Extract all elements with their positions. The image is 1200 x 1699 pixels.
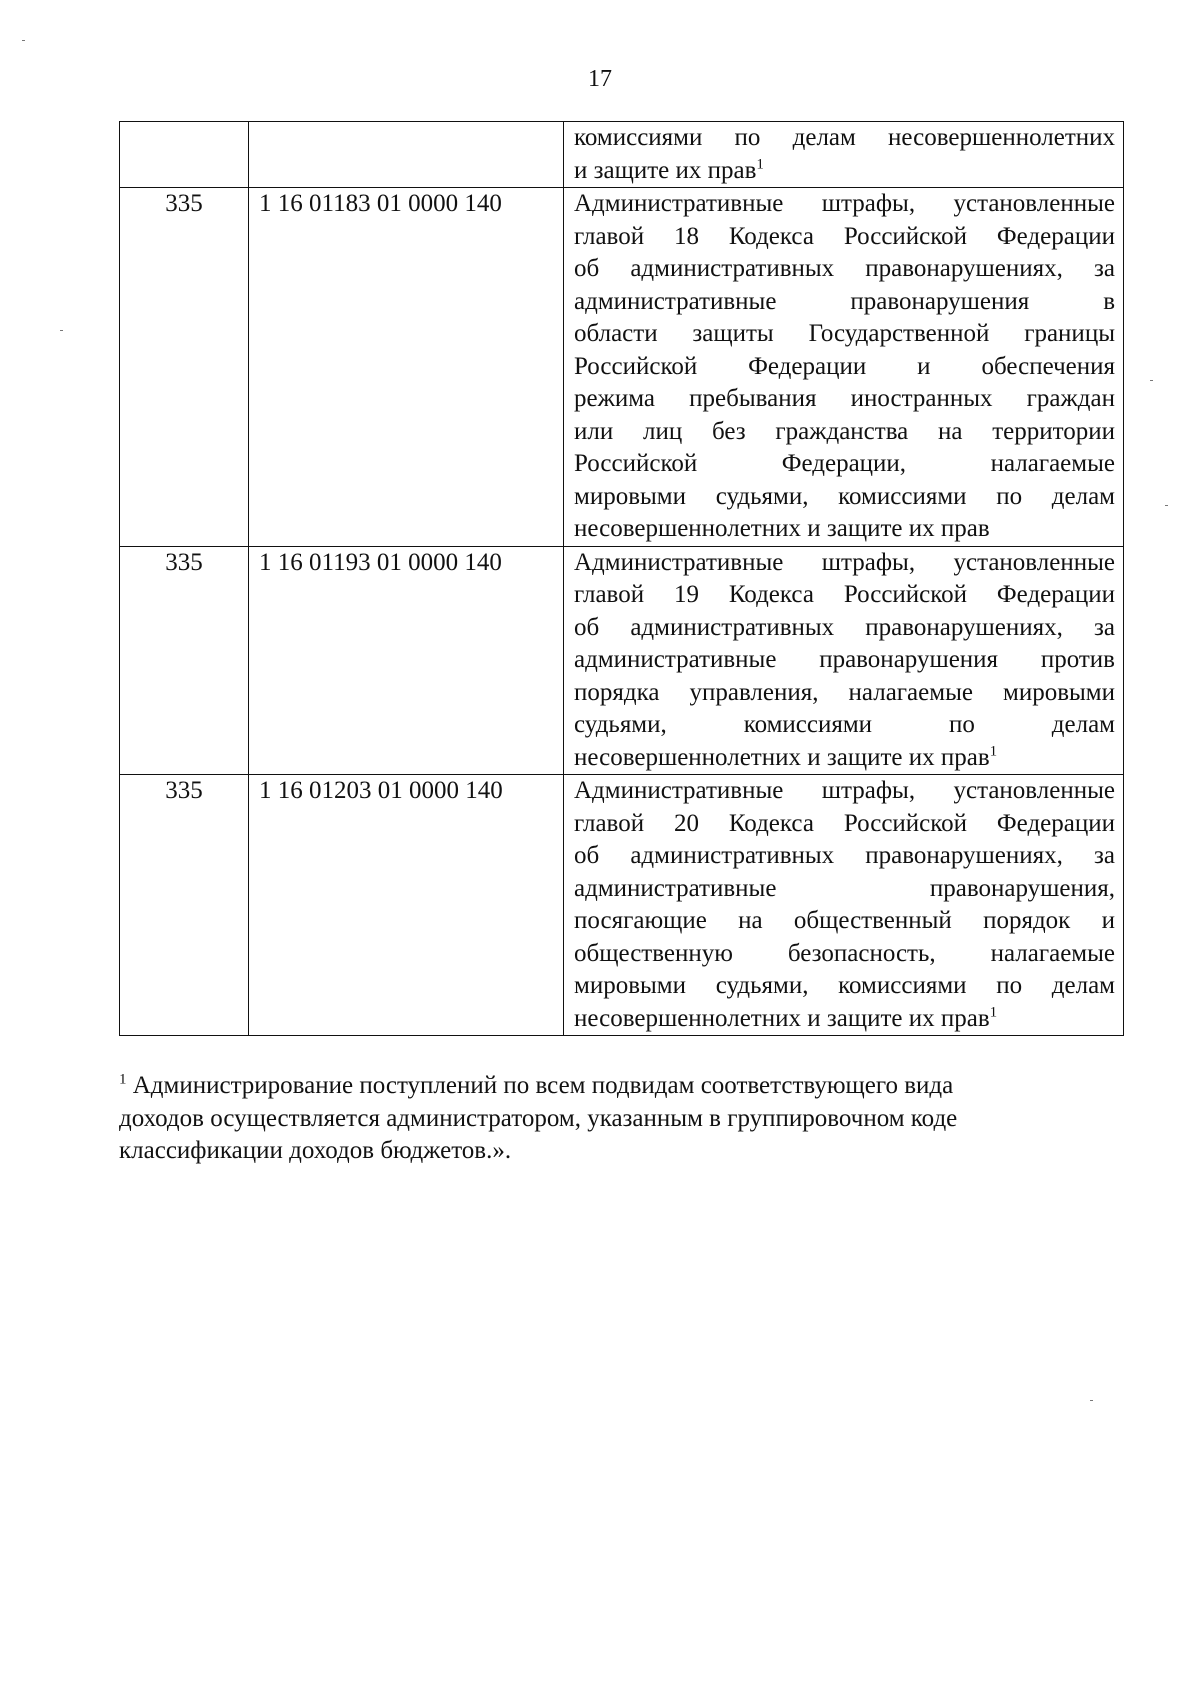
admin-code-cell: 335 — [120, 546, 249, 775]
revenue-name-line — [574, 1003, 1115, 1036]
revenue-name-text: области защиты Государственной границы — [574, 320, 1115, 347]
revenue-name-text: административные правонарушения, — [574, 874, 1115, 902]
footnote-line-1 — [119, 1070, 1119, 1103]
revenue-name-line — [574, 612, 1115, 645]
footnote-reference: 1 — [989, 1004, 998, 1021]
revenue-name-text: главой 18 Кодекса Российской Федерации — [574, 222, 1115, 250]
revenue-name-text: несовершеннолетних и защите их прав — [574, 743, 990, 771]
revenue-name-line — [574, 808, 1115, 841]
revenue-name-line — [574, 905, 1115, 938]
admin-code-cell: 335 — [120, 188, 249, 547]
admin-code-cell — [120, 122, 249, 188]
revenue-name-cell — [564, 188, 1124, 547]
revenue-name-line — [574, 938, 1115, 971]
revenue-name-line — [574, 383, 1115, 416]
revenue-name-text: комиссиями по делам несовершеннолетних — [574, 124, 1115, 151]
revenue-name-cell — [564, 546, 1124, 775]
scan-speck — [1150, 380, 1153, 381]
revenue-name-line — [574, 644, 1115, 677]
revenue-name-cell — [564, 775, 1124, 1036]
revenue-name-line — [574, 253, 1115, 286]
revenue-name-text: главой 19 Кодекса Российской Федерации — [574, 581, 1115, 608]
revenue-name-text: режима пребывания иностранных граждан — [574, 385, 1115, 412]
page-number: 17 — [588, 66, 612, 92]
revenue-name-text: административные правонарушения в — [574, 287, 1115, 315]
kbk-code-cell: 1 16 01203 01 0000 140 — [249, 775, 564, 1036]
revenue-name-line — [574, 742, 1115, 775]
revenue-name-line — [574, 188, 1115, 221]
revenue-name-line — [574, 970, 1115, 1003]
revenue-name-line — [574, 547, 1115, 580]
footnote-line-2: доходов осуществляется администратором, указанным в группировочном коде — [119, 1104, 958, 1132]
revenue-name-text: порядка управления, налагаемые мировыми — [574, 678, 1115, 706]
income-classification-table — [119, 121, 1124, 1036]
revenue-name-text: об административных правонарушениях, за — [574, 613, 1115, 641]
revenue-name-line — [574, 513, 1115, 546]
revenue-name-text: Административные штрафы, установленные — [574, 190, 1115, 217]
table-row — [120, 775, 1124, 1036]
revenue-name-text: несовершеннолетних и защите их прав — [574, 1004, 990, 1032]
revenue-name-text: несовершеннолетних и защите их прав — [574, 515, 990, 542]
scan-speck — [1165, 505, 1168, 506]
revenue-name-line — [574, 122, 1115, 155]
revenue-name-text: и защите их прав — [574, 156, 757, 184]
revenue-name-line — [574, 579, 1115, 612]
kbk-code-cell: 1 16 01183 01 0000 140 — [249, 188, 564, 547]
revenue-name-line — [574, 481, 1115, 514]
revenue-name-line — [574, 416, 1115, 449]
footnote-line-3: классификации доходов бюджетов.». — [119, 1137, 512, 1164]
revenue-name-line — [574, 155, 1115, 188]
footnote — [119, 1070, 1119, 1168]
revenue-name-cell — [564, 122, 1124, 188]
scan-speck — [60, 330, 63, 331]
revenue-name-text: или лиц без гражданства на территории — [574, 417, 1115, 445]
revenue-name-text: административные правонарушения против — [574, 646, 1115, 673]
revenue-name-text: судьями, комиссиями по делам — [574, 711, 1115, 738]
table-row — [120, 546, 1124, 775]
scan-speck — [22, 40, 25, 41]
revenue-name-line — [574, 286, 1115, 319]
revenue-name-line — [574, 318, 1115, 351]
footnote-mark: 1 — [119, 1071, 127, 1088]
table-row — [120, 188, 1124, 547]
revenue-name-text: об административных правонарушениях, за — [574, 255, 1115, 282]
revenue-name-text: главой 20 Кодекса Российской Федерации — [574, 809, 1115, 837]
revenue-name-line — [574, 775, 1115, 808]
scan-speck — [1090, 1400, 1093, 1401]
revenue-name-line — [574, 351, 1115, 384]
footnote-reference: 1 — [989, 743, 998, 760]
revenue-name-text: общественную безопасность, налагаемые — [574, 939, 1115, 967]
revenue-name-text: об административных правонарушениях, за — [574, 842, 1115, 869]
revenue-name-text: Административные штрафы, установленные — [574, 777, 1115, 804]
revenue-name-text: посягающие на общественный порядок и — [574, 907, 1115, 934]
revenue-name-line — [574, 840, 1115, 873]
footnote-text: Администрирование поступлений по всем подвидам соответствующего вида — [132, 1072, 954, 1099]
footnote-reference: 1 — [756, 156, 764, 173]
revenue-name-text: Административные штрафы, установленные — [574, 548, 1115, 576]
revenue-name-text: мировыми судьями, комиссиями по делам — [574, 972, 1115, 999]
revenue-name-line — [574, 677, 1115, 710]
revenue-name-text: Российской Федерации, налагаемые — [574, 450, 1115, 477]
table-row — [120, 122, 1124, 188]
revenue-name-text: Российской Федерации и обеспечения — [574, 352, 1115, 380]
revenue-name-line — [574, 709, 1115, 742]
revenue-name-line — [574, 873, 1115, 906]
revenue-name-line — [574, 448, 1115, 481]
kbk-code-cell: 1 16 01193 01 0000 140 — [249, 546, 564, 775]
kbk-code-cell — [249, 122, 564, 188]
admin-code-cell: 335 — [120, 775, 249, 1036]
revenue-name-text: мировыми судьями, комиссиями по делам — [574, 482, 1115, 510]
revenue-name-line — [574, 221, 1115, 254]
